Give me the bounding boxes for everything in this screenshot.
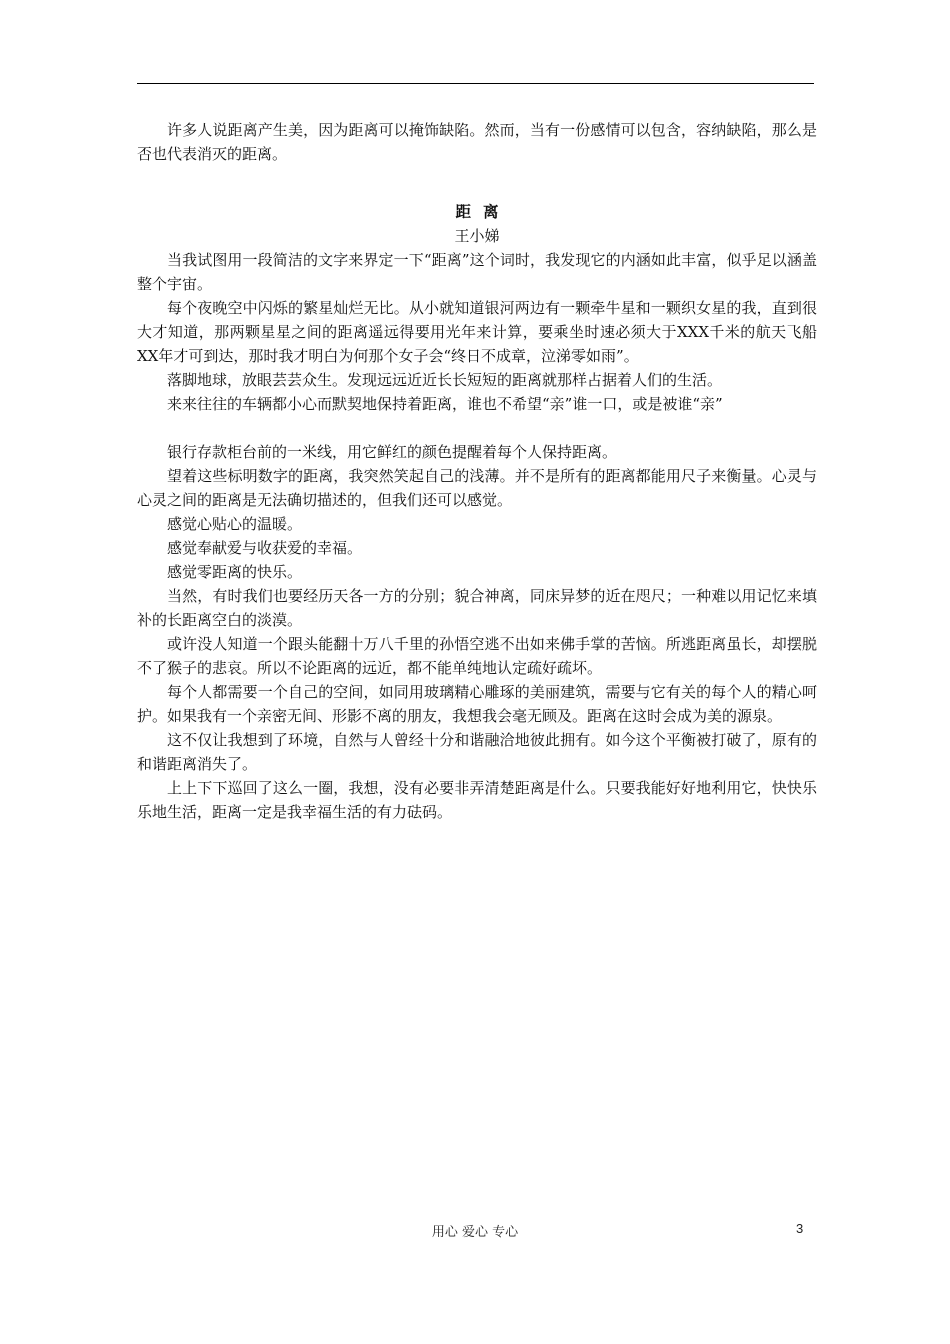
article-paragraph: 每个夜晚空中闪烁的繁星灿烂无比。从小就知道银河两边有一颗牵牛星和一颗织女星的我，直到很大才知道，那两颗星星之间的距离遥远得要用光年来计算，要乘坐时速必须大于XXX千米的航天飞船XX年才可到达，那时我才明白为何那个女子会“终日不成章，泣涕零如雨”。 — [137, 299, 817, 365]
article-paragraph: 落脚地球，放眼芸芸众生。发现远远近近长长短短的距离就那样占据着人们的生活。 — [167, 371, 723, 389]
article-paragraph: 每个人都需要一个自己的空间，如同用玻璃精心雕琢的美丽建筑，需要与它有关的每个人的精心呵护。如果我有一个亲密无间、形影不离的朋友，我想我会毫无顾及。距离在这时会成为美的源泉。 — [137, 683, 817, 725]
article-title: 距离 — [455, 202, 511, 221]
page-number: 3 — [796, 1221, 804, 1236]
intro-paragraph: 许多人说距离产生美，因为距离可以掩饰缺陷。然而，当有一份感情可以包含，容纳缺陷，那么是否也代表消灭的距离。 — [137, 121, 817, 163]
article-author: 王小娣 — [454, 227, 500, 245]
article-paragraph: 或许没人知道一个跟头能翻十万八千里的孙悟空逃不出如来佛手掌的苦恼。所逃距离虽长，却摆脱不了猴子的悲哀。所以不论距离的远近，都不能单纯地认定疏好疏坏。 — [137, 635, 817, 677]
article-paragraph: 望着这些标明数字的距离，我突然笑起自己的浅薄。并不是所有的距离都能用尺子来衡量。心灵与心灵之间的距离是无法确切描述的，但我们还可以感觉。 — [137, 467, 817, 509]
article-paragraph: 当我试图用一段简洁的文字来界定一下“距离”这个词时，我发现它的内涵如此丰富，似乎足以涵盖整个宇宙。 — [137, 251, 817, 293]
article-paragraph: 感觉奉献爱与收获爱的幸福。 — [167, 539, 363, 557]
article-paragraph: 当然，有时我们也要经历天各一方的分别；貌合神离，同床异梦的近在咫尺；一种难以用记忆来填补的长距离空白的淡漠。 — [137, 587, 817, 629]
header-rule — [137, 83, 814, 84]
footer-motto: 用心 爱心 专心 — [431, 1225, 519, 1240]
article-paragraph: 这不仅让我想到了环境，自然与人曾经十分和谐融洽地彼此拥有。如今这个平衡被打破了，原有的和谐距离消失了。 — [137, 731, 817, 773]
article-paragraph: 来来往往的车辆都小心而默契地保持着距离，谁也不希望“亲”谁一口，或是被谁“亲” — [167, 395, 723, 413]
page-content — [137, 118, 817, 824]
article-paragraph: 感觉心贴心的温暖。 — [167, 515, 303, 533]
article-paragraph: 银行存款柜台前的一米线，用它鲜红的颜色提醒着每个人保持距离。 — [167, 443, 618, 461]
article-paragraph: 上上下下巡回了这么一圈，我想，没有必要非弄清楚距离是什么。只要我能好好地利用它，快快乐乐地生活，距离一定是我幸福生活的有力砝码。 — [137, 779, 817, 821]
article-paragraph: 感觉零距离的快乐。 — [167, 563, 303, 581]
